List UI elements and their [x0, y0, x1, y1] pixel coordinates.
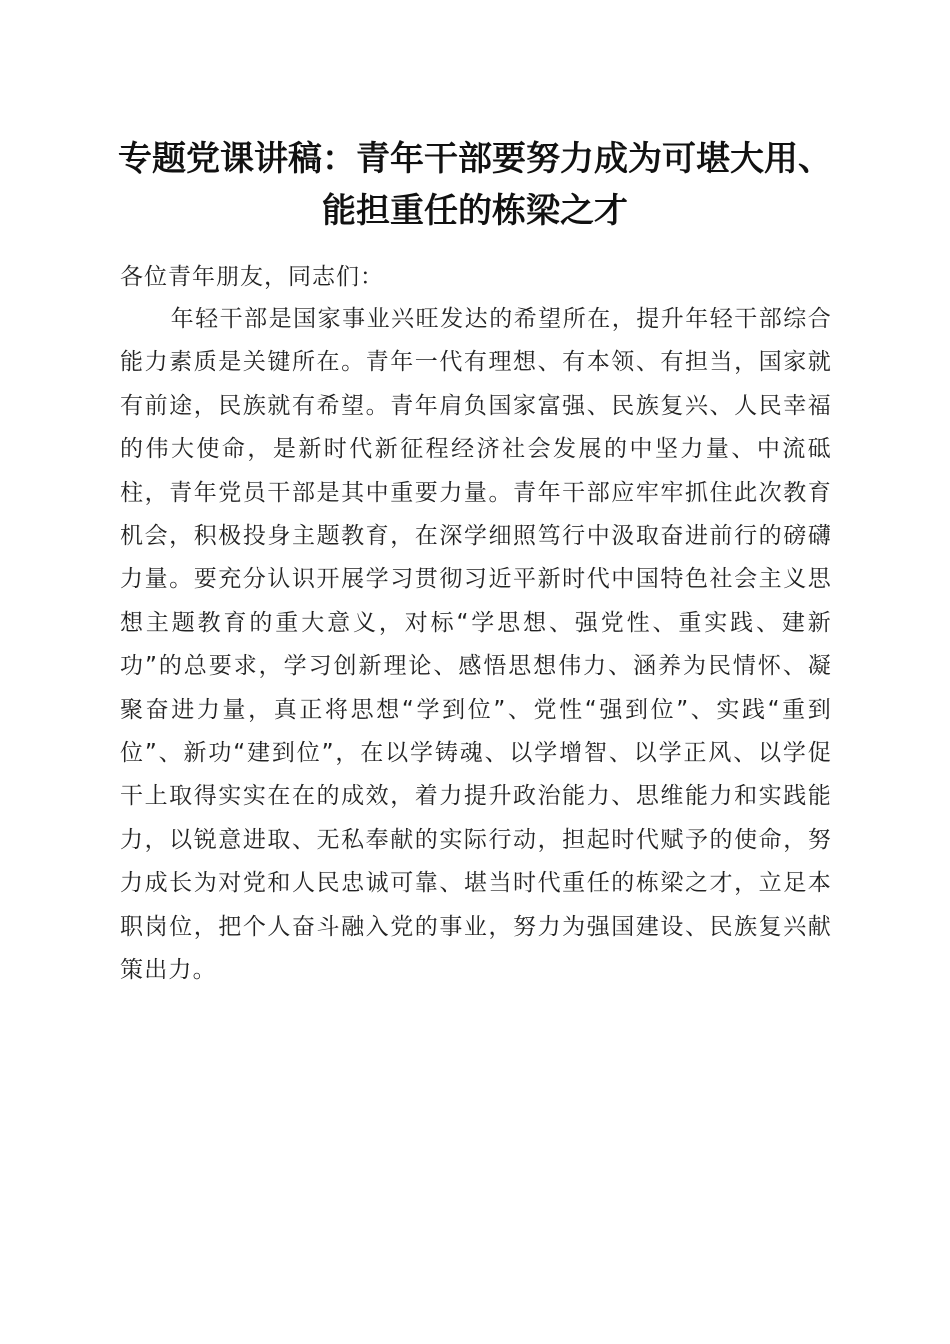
title-line-1: 专题党课讲稿：青年干部要努力成为可堪大用、 — [118, 139, 832, 179]
title-line-2: 能担重任的栋梁之才 — [322, 191, 628, 231]
document-body — [120, 256, 832, 993]
salutation: 各位青年朋友，同志们： — [120, 264, 384, 290]
body-paragraph: 年轻干部是国家事业兴旺发达的希望所在，提升年轻干部综合能力素质是关键所在。青年一代有理想、有本领、有担当，国家就有前途，民族就有希望。青年肩负国家富强、民族复兴、人民幸福的伟大使命，是新时代新征程经济社会发展的中坚力量、中流砥柱，青年党员干部是其中重要力量。青年干部应牢牢抓住此次教育机会，积极投身主题教育，在深学细照笃行中汲取奋进前行的磅礴力量。要充分认识开展学习贯彻习近平新时代中国特色社会主义思想主题教育的重大意义，对标“学思想、强党性、重实践、建新功”的总要求，学习创新理论、感悟思想伟力、涵养为民情怀、凝聚奋进力量，真正将思想“学到位”、党性“强到位”、实践“重到位”、新功“建到位”，在以学铸魂、以学增智、以学正风、以学促干上取得实实在在的成效，着力提升政治能力、思维能力和实践能力，以锐意进取、无私奉献的实际行动，担起时代赋予的使命，努力成长为对党和人民忠诚可靠、堪当时代重任的栋梁之才，立足本职岗位，把个人奋斗融入党的事业，努力为强国建设、民族复兴献策出力。 — [120, 306, 832, 984]
document-title — [110, 133, 840, 237]
